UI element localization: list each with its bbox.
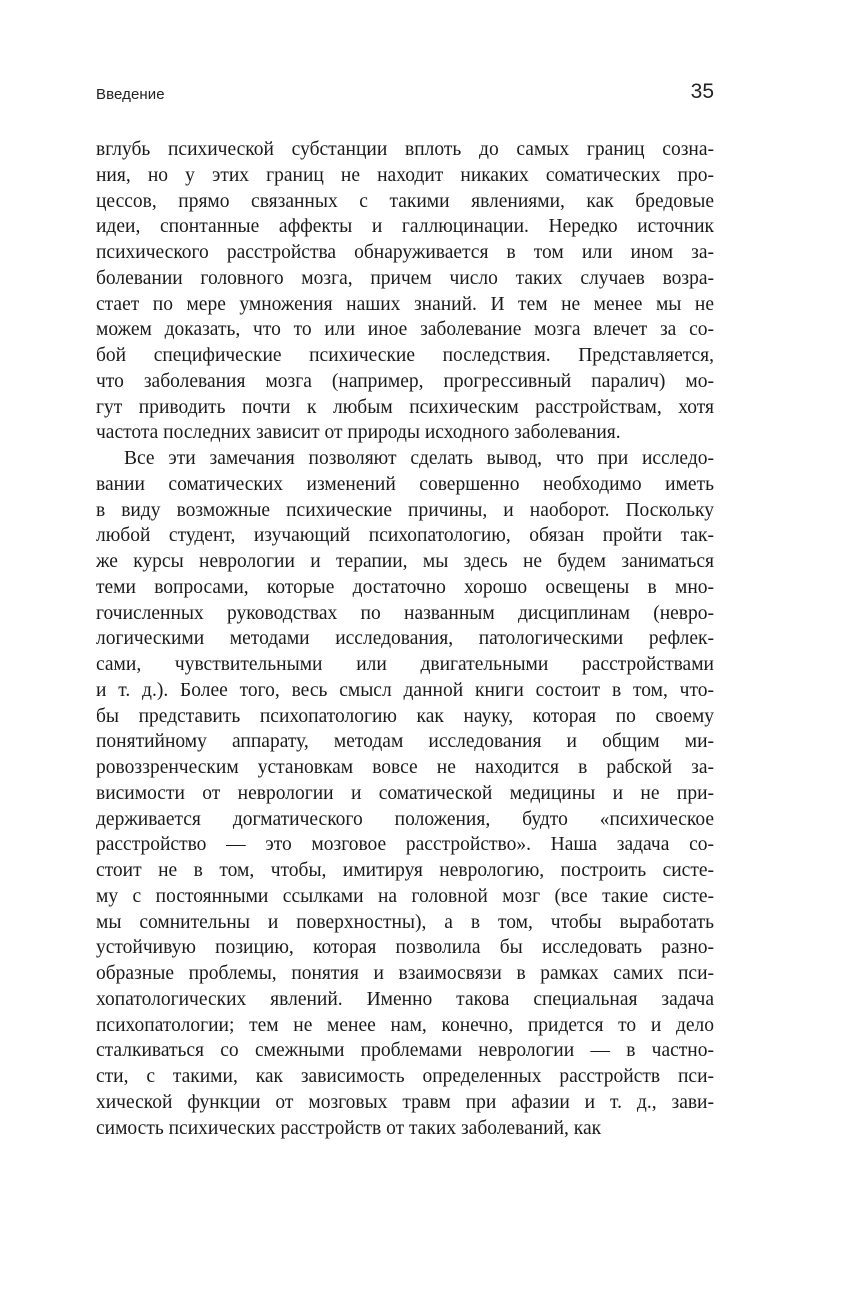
text-line: вании соматических изменений совершенно необходимо иметь bbox=[96, 473, 714, 495]
text-line: сталкиваться со смежными проблемами неврологии — в частно- bbox=[96, 1040, 714, 1062]
text-line: висимости от неврологии и соматической медицины и не при- bbox=[96, 782, 714, 804]
text-line: образные проблемы, понятия и взаимосвязи в рамках самих пси- bbox=[96, 963, 714, 984]
text-line: му с постоянными ссылками на головной мозг (все такие систе- bbox=[96, 885, 714, 907]
text-line: же курсы неврологии и терапии, мы здесь не будем заниматься bbox=[96, 551, 714, 572]
text-line: расстройство — это мозговое расстройство». Наша задача со- bbox=[96, 834, 714, 856]
text-line: ния, но у этих границ не находит никаких соматических про- bbox=[96, 164, 714, 186]
text-line: сами, чувствительными или двигательными расстройствами bbox=[96, 654, 714, 675]
text-line: в виду возможные психические причины, и наоборот. Поскольку bbox=[96, 499, 714, 521]
running-header bbox=[96, 80, 714, 108]
text-line: хической функции от мозговых травм при афазии и т. д., зави- bbox=[96, 1091, 714, 1113]
text-line: бы представить психопатологию как науку, которая по своему bbox=[96, 705, 714, 727]
text-line: сти, с такими, как зависимость определенных расстройств пси- bbox=[96, 1066, 714, 1087]
text-line: можем доказать, что то или иное заболевание мозга влечет за со- bbox=[96, 319, 714, 341]
text-line: гут приводить почти к любым психическим расстройствам, хотя bbox=[96, 396, 714, 418]
text-line: идеи, спонтанные аффекты и галлюцинации. Нередко источник bbox=[96, 216, 714, 238]
text-line: любой студент, изучающий психопатологию, обязан пройти так- bbox=[96, 525, 714, 547]
text-line: понятийному аппарату, методам исследования и общим ми- bbox=[96, 731, 714, 753]
text-line: психопатологии; тем не менее нам, конечно, придется то и дело bbox=[96, 1014, 714, 1036]
text-line: что заболевания мозга (например, прогрессивный паралич) мо- bbox=[96, 370, 714, 392]
text-line: устойчивую позицию, которая позволила бы исследовать разно- bbox=[96, 937, 714, 959]
text-line: Все эти замечания позволяют сделать вывод, что при исследо- bbox=[124, 448, 714, 469]
text-line: логическими методами исследования, патологическими рефлек- bbox=[96, 628, 714, 650]
text-line: и т. д.). Более того, весь смысл данной книги состоит в том, что- bbox=[96, 679, 714, 701]
text-line: цессов, прямо связанных с такими явлениями, как бредовые bbox=[96, 190, 714, 212]
text-line: гочисленных руководствах по названным дисциплинам (невро- bbox=[96, 602, 714, 624]
text-line: ровоззренческим установкам вовсе не находится в рабской за- bbox=[96, 757, 714, 778]
paragraph bbox=[96, 446, 714, 1141]
body-text bbox=[96, 137, 714, 1141]
text-line: болевании головного мозга, причем число таких случаев возра- bbox=[96, 267, 714, 289]
text-line: стает по мере умножения наших знаний. И тем не менее мы не bbox=[96, 293, 714, 315]
text-line: хопатологических явлений. Именно такова специальная задача bbox=[96, 988, 714, 1010]
text-line: держивается догматического положения, будто «психическое bbox=[96, 808, 714, 830]
text-line: частота последних зависит от природы исходного заболевания. bbox=[96, 422, 621, 444]
text-line: теми вопросами, которые достаточно хорошо освещены в мно- bbox=[96, 576, 714, 598]
text-line: мы сомнительны и поверхностны), а в том, чтобы выработать bbox=[96, 911, 714, 933]
paragraph bbox=[96, 137, 714, 446]
text-line: вглубь психической субстанции вплоть до самых границ созна- bbox=[96, 139, 714, 160]
text-line: стоит не в том, чтобы, имитируя неврологию, построить систе- bbox=[96, 860, 714, 881]
section-title: Введение bbox=[96, 86, 165, 103]
text-line: психического расстройства обнаруживается в том или ином за- bbox=[96, 242, 714, 263]
text-line: бой специфические психические последствия. Представляется, bbox=[96, 345, 714, 366]
text-line: симость психических расстройств от таких заболеваний, как bbox=[96, 1117, 602, 1139]
page-number: 35 bbox=[690, 80, 714, 103]
